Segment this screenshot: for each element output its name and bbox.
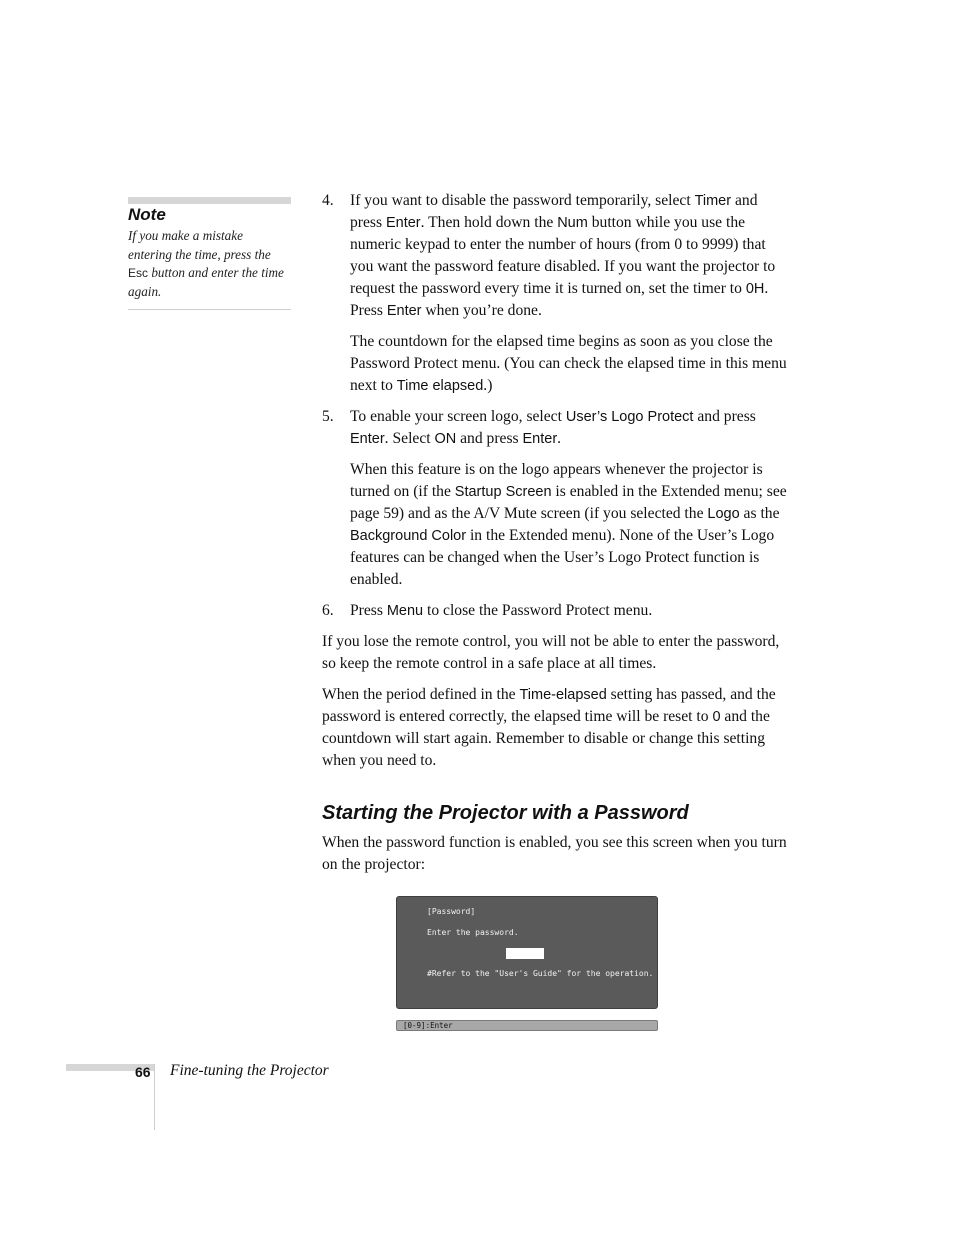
text: Press	[350, 602, 387, 619]
text: If you want to disable the password temporarily, select	[350, 192, 695, 209]
on-option-label: ON	[434, 431, 457, 447]
text: and the countdown will start again. Remember to disable or change this setting when you need to.	[322, 708, 770, 769]
password-screen	[396, 896, 658, 1009]
step-6-paragraph	[350, 600, 787, 622]
text: When this feature is on the logo appears whenever the projector is turned on (if the	[350, 461, 763, 500]
text: . Select	[384, 430, 435, 447]
text: and press	[350, 192, 758, 231]
time-elapsed-setting-label: Time-elapsed	[519, 687, 607, 703]
note-title: Note	[128, 205, 166, 224]
step-6	[322, 600, 787, 622]
startup-screen-label: Startup Screen	[454, 484, 552, 500]
section-heading: Starting the Projector with a Password	[322, 802, 689, 824]
screen-note: #Refer to the "User's Guide" for the operation.	[427, 969, 654, 978]
text: button while you use the numeric keypad to enter the number of hours (from 0 to 9999) that you want the password feature disabled. If you want the projector to request the password every time it is turned on, set the timer to	[350, 214, 776, 297]
text: to close the Password Protect menu.	[423, 602, 653, 619]
password-input-field	[506, 948, 544, 959]
note-body	[128, 227, 288, 301]
step-number: 5.	[322, 408, 334, 425]
step-number: 6.	[322, 602, 334, 619]
step-number: 4.	[322, 192, 334, 209]
background-color-label: Background Color	[350, 528, 467, 544]
text: as the	[739, 505, 780, 522]
timer-setting-label: Timer	[694, 193, 732, 209]
note-top-rule	[128, 197, 291, 204]
page-number: 66	[135, 1064, 151, 1080]
section-intro: When the password function is enabled, you see this screen when you turn on the projector:	[322, 834, 787, 873]
text: .	[557, 430, 562, 447]
main-content	[322, 190, 787, 885]
screen-status-bar: [0-9]:Enter	[396, 1020, 658, 1031]
remote-paragraph: If you lose the remote control, you will not be able to enter the password, so keep the remote control in a safe place at all times.	[322, 633, 780, 672]
text: To enable your screen logo, select	[350, 408, 566, 425]
zero-value: 0	[712, 709, 721, 725]
logo-option-label: Logo	[707, 506, 740, 522]
menu-button-label: Menu	[386, 603, 424, 619]
step-5	[322, 406, 787, 591]
enter-button-label: Enter	[386, 303, 422, 319]
text: in the Extended menu). None of the User’s Logo features can be changed when the User’s Logo Protect function is enabled.	[350, 527, 775, 588]
num-button-label: Num	[557, 215, 588, 231]
enter-button-label: Enter	[350, 431, 385, 447]
step-4	[322, 190, 787, 397]
text: . Then hold down the	[420, 214, 558, 231]
text: .)	[483, 377, 493, 394]
period-paragraph	[322, 684, 787, 772]
note-text-2: button and enter the time again.	[128, 265, 284, 299]
text: When the period defined in the	[322, 686, 520, 703]
text: when you’re done.	[421, 302, 542, 319]
text: is enabled in the Extended menu; see page 59) and as the A/V Mute screen (if you selected the	[350, 483, 787, 522]
text: and press	[693, 408, 756, 425]
note-text-1: If you make a mistake entering the time, press the	[128, 228, 271, 262]
text: The countdown for the elapsed time begins as soon as you close the Password Protect menu. (You can check the elapsed time in this menu next to	[350, 333, 787, 394]
esc-key-label: Esc	[128, 266, 149, 281]
step-4-paragraph	[350, 190, 787, 322]
note-bottom-rule	[128, 309, 291, 310]
step-5-paragraph	[350, 406, 787, 450]
footer-vertical-line	[154, 1064, 155, 1130]
step-5-logo-paragraph	[350, 459, 787, 591]
screen-prompt: Enter the password.	[427, 928, 519, 937]
users-logo-protect-label: User’s Logo Protect	[565, 409, 694, 425]
enter-button-label: Enter	[522, 431, 558, 447]
running-footer: Fine-tuning the Projector	[170, 1062, 329, 1079]
text: setting has passed, and the password is entered correctly, the elapsed time will be reset to	[322, 686, 776, 725]
time-elapsed-label: Time elapsed	[396, 378, 484, 394]
screen-title: [Password]	[427, 907, 476, 916]
zero-hours-value: 0H	[745, 281, 765, 297]
text: . Press	[350, 280, 769, 319]
enter-button-label: Enter	[385, 215, 421, 231]
text: and press	[456, 430, 523, 447]
step-4-countdown-paragraph	[350, 331, 787, 397]
